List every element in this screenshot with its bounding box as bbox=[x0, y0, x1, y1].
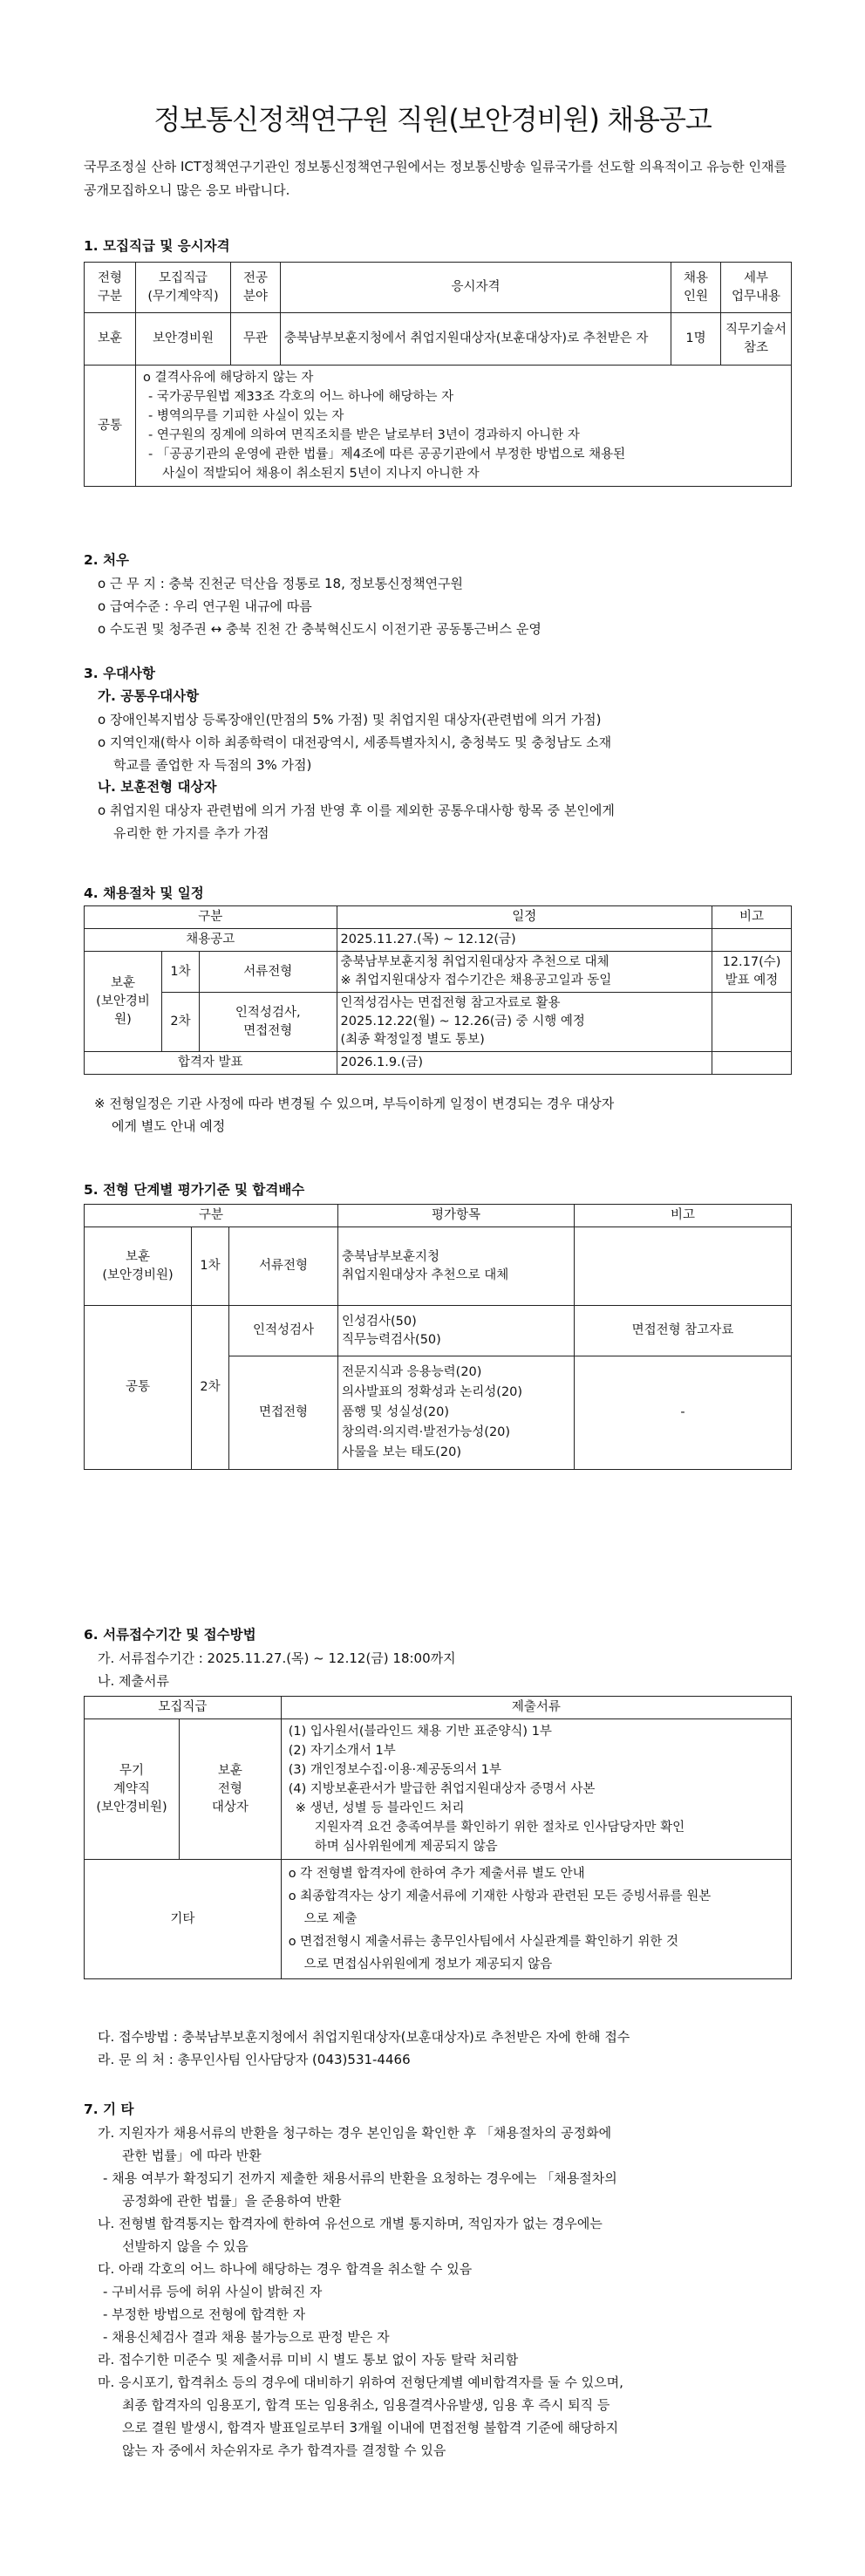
list-item: o 최종합격자는 상기 제출서류에 기재한 사항과 관련된 모든 증빙서류를 원본 bbox=[288, 1889, 712, 1903]
table-cell: 직무기술서 참조 bbox=[721, 313, 792, 366]
header-cell: 세부 업무내용 bbox=[721, 263, 792, 313]
table-cell: 면접전형 참고자료 bbox=[575, 1306, 792, 1356]
header-cell: 제출서류 bbox=[281, 1697, 791, 1719]
table-cell: 서류전형 bbox=[229, 1227, 338, 1306]
table-cell: - bbox=[575, 1356, 792, 1470]
schedule-line: 충북남부보훈지청 취업지원대상자 추천으로 대체 bbox=[340, 955, 610, 969]
list-item: o 지역인재(학사 이하 최종학력이 대전광역시, 세종특별자치시, 충청북도 및 충청남도 소재 bbox=[98, 735, 612, 750]
list-item: 라. 접수기한 미준수 및 제출서류 미비 시 별도 통보 없이 자동 탈락 처리함 bbox=[98, 2352, 519, 2368]
header-cell: 모집직급 (무기계약직) bbox=[136, 263, 231, 313]
table-row bbox=[85, 1306, 792, 1356]
table-row bbox=[85, 952, 792, 993]
header-cell: 구분 bbox=[85, 1205, 338, 1227]
table-cell: 합격자 발표 bbox=[85, 1052, 337, 1075]
table-cell: 무관 bbox=[231, 313, 281, 366]
header-cell: 전형 구분 bbox=[85, 263, 136, 313]
table-row bbox=[85, 1860, 792, 1979]
schedule-line: 2025.12.22(월) ~ 12.26(금) 중 시행 예정 bbox=[340, 1015, 585, 1028]
schedule-note: ※ 전형일정은 기관 사정에 따라 변경될 수 있으며, 부득이하게 일정이 변경되는 경우 대상자 bbox=[94, 1096, 615, 1111]
list-item: ※ 생년, 성별 등 블라인드 처리 bbox=[295, 1801, 465, 1815]
list-item: 학교를 졸업한 자 득점의 3% 가점) bbox=[113, 757, 312, 773]
application-period: 가. 서류접수기간 : 2025.11.27.(목) ~ 12.12(금) 18:00까지 bbox=[98, 1650, 456, 1666]
list-item: (4) 지방보훈관서가 발급한 취업지원대상자 증명서 사본 bbox=[288, 1782, 596, 1796]
table-cell: 면접전형 bbox=[229, 1356, 338, 1470]
list-item: 않는 자 중에서 차순위자로 추가 합격자를 결정할 수 있음 bbox=[122, 2443, 446, 2458]
header-cell: 전공 분야 bbox=[231, 263, 281, 313]
list-item: o 각 전형별 합격자에 한하여 추가 제출서류 별도 안내 bbox=[288, 1867, 585, 1881]
list-item: - 국가공무원법 제33조 각호의 어느 하나에 해당하는 자 bbox=[148, 390, 454, 404]
header-cell: 응시자격 bbox=[281, 263, 671, 313]
list-item: o 취업지원 대상자 관련법에 의거 가점 반영 후 이를 제외한 공통우대사항 항목 중 본인에게 bbox=[98, 803, 615, 818]
list-item: 관한 법률」에 따라 반환 bbox=[122, 2148, 262, 2163]
table-cell: 1차 bbox=[162, 952, 200, 993]
table-cell: 보훈 전형 대상자 bbox=[180, 1719, 282, 1860]
intro-text: 국무조정실 산하 ICT정책연구기관인 정보통신정책연구원에서는 정보통신방송 일류국가를 선도할 의욕적이고 유능한 인재를 공개모집하오니 많은 응모 바랍니다. bbox=[84, 159, 787, 198]
table-cell: 2차 bbox=[192, 1306, 229, 1470]
table-cell: 12.17(수) 발표 예정 bbox=[712, 952, 792, 993]
list-item: 으로 면접심사위원에게 정보가 제공되지 않음 bbox=[303, 1958, 553, 1971]
list-item: 선발하지 않을 수 있음 bbox=[122, 2238, 249, 2254]
page-title: 정보통신정책연구원 직원(보안경비원) 채용공고 bbox=[153, 103, 712, 136]
list-item: 으로 제출 bbox=[303, 1912, 358, 1926]
evaluation-table bbox=[84, 1204, 792, 1470]
list-item: - 구비서류 등에 허위 사실이 밝혀진 자 bbox=[103, 2284, 323, 2299]
list-item: 나. 전형별 합격통지는 합격자에 한하여 유선으로 개별 통지하며, 적임자가 없는 경우에는 bbox=[98, 2216, 603, 2231]
table-cell: 채용공고 bbox=[85, 929, 337, 952]
schedule-line: 인적성검사는 면접전형 참고자료로 활용 bbox=[340, 996, 561, 1010]
list-item: o 면접전형시 제출서류는 총무인사팀에서 사실관계를 확인하기 위한 것 bbox=[288, 1935, 679, 1949]
schedule-note: 에게 별도 안내 예정 bbox=[112, 1118, 226, 1134]
table-header-row bbox=[85, 1205, 792, 1227]
table-row bbox=[85, 1052, 792, 1075]
section-3-heading: 3. 우대사항 bbox=[84, 666, 155, 681]
list-item: 가. 지원자가 채용서류의 반환을 청구하는 경우 본인임을 확인한 후 「채용절차의 공정화에 bbox=[98, 2125, 612, 2141]
section-4-heading: 4. 채용절차 및 일정 bbox=[84, 885, 204, 901]
table-cell: 서류전형 bbox=[200, 952, 337, 993]
subsection-heading: 가. 공통우대사항 bbox=[98, 688, 200, 704]
table-row bbox=[85, 929, 792, 952]
schedule-line: (최종 확정일정 별도 통보) bbox=[340, 1033, 485, 1047]
list-item: o 급여수준 : 우리 연구원 내규에 따름 bbox=[98, 598, 312, 614]
header-cell: 비고 bbox=[575, 1205, 792, 1227]
section-6-heading: 6. 서류접수기간 및 접수방법 bbox=[84, 1627, 256, 1643]
table-row bbox=[85, 1719, 792, 1860]
list-item: - 「공공기관의 운영에 관한 법률」제4조에 따른 공공기관에서 부정한 방법으로 채용된 bbox=[148, 448, 626, 461]
list-item: 마. 응시포기, 합격취소 등의 경우에 대비하기 위하여 전형단계별 예비합격자를 둘 수 있으며, bbox=[98, 2374, 623, 2390]
list-item: o 수도권 및 청주권 ↔ 충북 진천 간 충북혁신도시 이전기관 공동통근버스 운영 bbox=[98, 621, 541, 637]
table-header-row bbox=[85, 263, 792, 313]
table-header-row bbox=[85, 906, 792, 929]
table-cell: 2025.11.27.(목) ~ 12.12(금) bbox=[337, 929, 712, 952]
table-cell: 1차 bbox=[192, 1227, 229, 1306]
table-cell: 2026.1.9.(금) bbox=[337, 1052, 712, 1075]
list-item: 공정화에 관한 법률」을 준용하여 반환 bbox=[122, 2193, 342, 2209]
documents-list bbox=[281, 1719, 791, 1860]
table-cell: 공통 bbox=[85, 366, 136, 487]
table-cell bbox=[337, 993, 712, 1052]
table-header-row bbox=[85, 1697, 792, 1719]
table-cell: 보안경비원 bbox=[136, 313, 231, 366]
table-cell: 보훈 (보안경비원) bbox=[85, 952, 162, 1052]
list-item: - 채용신체검사 결과 채용 불가능으로 판정 받은 자 bbox=[103, 2329, 390, 2345]
list-item: (2) 자기소개서 1부 bbox=[288, 1744, 396, 1758]
list-item: o 결격사유에 해당하지 않는 자 bbox=[143, 371, 314, 385]
table-cell bbox=[712, 993, 792, 1052]
table-cell: 전문지식과 응용능력(20) 의사발표의 정확성과 논리성(20) 품행 및 성실성(20) 창의력·의지력·발전가능성(20) 사물을 보는 태도(20) bbox=[338, 1356, 575, 1470]
list-item: 지원자격 요건 충족여부를 확인하기 위한 절차로 인사담당자만 확인 bbox=[314, 1821, 685, 1835]
table-cell: 보훈 (보안경비원) bbox=[85, 1227, 192, 1306]
header-cell: 채용 인원 bbox=[671, 263, 721, 313]
table-row bbox=[85, 313, 792, 366]
table-cell: 공통 bbox=[85, 1306, 192, 1470]
table-row bbox=[85, 366, 792, 487]
table-cell bbox=[712, 1052, 792, 1075]
table-cell: 기타 bbox=[85, 1860, 282, 1979]
subsection-heading: 나. 보훈전형 대상자 bbox=[98, 779, 217, 795]
list-item: (1) 입사원서(블라인드 채용 기반 표준양식) 1부 bbox=[288, 1725, 552, 1739]
section-1-heading: 1. 모집직급 및 응시자격 bbox=[84, 238, 230, 254]
list-item: - 병역의무를 기피한 사실이 있는 자 bbox=[148, 409, 344, 423]
list-item: o 근 무 지 : 충북 진천군 덕산읍 정통로 18, 정보통신정책연구원 bbox=[98, 576, 464, 591]
schedule-table bbox=[84, 905, 792, 1075]
table-cell: 충북남부보훈지청 취업지원대상자 추천으로 대체 bbox=[338, 1227, 575, 1306]
table-row bbox=[85, 1227, 792, 1306]
table-cell: 1명 bbox=[671, 313, 721, 366]
schedule-line: ※ 취업지원대상자 접수기간은 채용공고일과 동일 bbox=[340, 974, 612, 987]
etc-list bbox=[281, 1860, 791, 1979]
documents-label: 나. 제출서류 bbox=[98, 1673, 169, 1689]
list-item: (3) 개인정보수집·이용·제공동의서 1부 bbox=[288, 1763, 501, 1777]
header-cell: 일정 bbox=[337, 906, 712, 929]
table-cell bbox=[337, 952, 712, 993]
table-cell: 보훈 bbox=[85, 313, 136, 366]
common-eligibility bbox=[136, 366, 792, 487]
application-method: 다. 접수방법 : 충북남부보훈지청에서 취업지원대상자(보훈대상자)로 추천받은 자에 한해 접수 bbox=[98, 2029, 630, 2045]
table-cell: 인적성검사, 면접전형 bbox=[200, 993, 337, 1052]
list-item: 사실이 적발되어 채용이 취소된지 5년이 지나지 아니한 자 bbox=[162, 467, 480, 481]
documents-table bbox=[84, 1696, 792, 1979]
eligibility-table bbox=[84, 262, 792, 487]
list-item: - 부정한 방법으로 전형에 합격한 자 bbox=[103, 2306, 306, 2322]
header-cell: 평가항목 bbox=[338, 1205, 575, 1227]
list-item: 하며 심사위원에게 제공되지 않음 bbox=[314, 1840, 498, 1854]
header-cell: 비고 bbox=[712, 906, 792, 929]
table-cell: 인적성검사 bbox=[229, 1306, 338, 1356]
table-cell: 2차 bbox=[162, 993, 200, 1052]
list-item: - 연구원의 징계에 의하여 면직조치를 받은 날로부터 3년이 경과하지 아니한 자 bbox=[148, 428, 580, 442]
header-cell: 구분 bbox=[85, 906, 337, 929]
list-item: - 채용 여부가 확정되기 전까지 제출한 채용서류의 반환을 요청하는 경우에는 「채용절차의 bbox=[103, 2170, 617, 2186]
table-cell bbox=[712, 929, 792, 952]
list-item: 최종 합격자의 임용포기, 합격 또는 임용취소, 임용결격사유발생, 임용 후 즉시 퇴직 등 bbox=[122, 2397, 610, 2413]
table-cell: 무기 계약직 (보안경비원) bbox=[85, 1719, 180, 1860]
list-item: o 장애인복지법상 등록장애인(만점의 5% 가점) 및 취업지원 대상자(관련법에 의거 가점) bbox=[98, 712, 602, 728]
table-cell: 인성검사(50) 직무능력검사(50) bbox=[338, 1306, 575, 1356]
contact-info: 라. 문 의 처 : 총무인사팀 인사담당자 (043)531-4466 bbox=[98, 2052, 411, 2067]
table-cell: 충북남부보훈지청에서 취업지원대상자(보훈대상자)로 추천받은 자 bbox=[281, 313, 671, 366]
table-cell bbox=[575, 1227, 792, 1306]
table-row bbox=[85, 993, 792, 1052]
section-5-heading: 5. 전형 단계별 평가기준 및 합격배수 bbox=[84, 1182, 305, 1198]
list-item: 유리한 한 가지를 추가 가점 bbox=[113, 825, 269, 841]
section-7-heading: 7. 기 타 bbox=[84, 2101, 134, 2117]
list-item: 다. 아래 각호의 어느 하나에 해당하는 경우 합격을 취소할 수 있음 bbox=[98, 2261, 473, 2277]
section-2-heading: 2. 처우 bbox=[84, 552, 130, 568]
header-cell: 모집직급 bbox=[85, 1697, 282, 1719]
list-item: 으로 결원 발생시, 합격자 발표일로부터 3개월 이내에 면접전형 불합격 기준에 해당하지 bbox=[122, 2420, 619, 2436]
